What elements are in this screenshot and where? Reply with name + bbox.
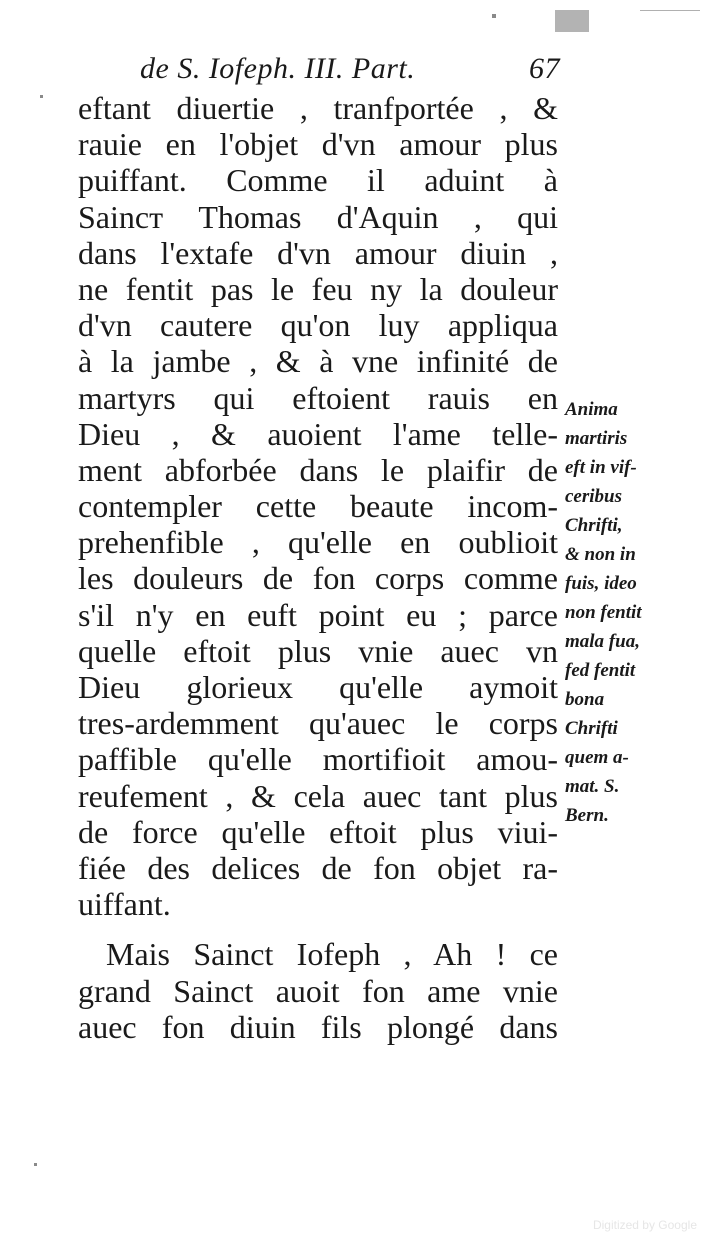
speck-mark bbox=[34, 1163, 37, 1166]
text-line: ment abforbée dans le plaifir de bbox=[78, 451, 558, 488]
text-line: de force qu'elle eftoit plus viui- bbox=[78, 813, 558, 850]
watermark: Digitized by Google bbox=[592, 1218, 697, 1232]
page-number: 67 bbox=[529, 52, 560, 85]
margin-line: bona bbox=[565, 689, 605, 710]
text-line: reufement , & cela auec tant plus bbox=[78, 777, 558, 814]
text-line: Saincт Thomas d'Aquin , qui bbox=[78, 198, 558, 235]
text-line: s'il n'y en euft point eu ; parce bbox=[78, 596, 558, 633]
main-text bbox=[78, 90, 558, 1045]
text-line: Dieu glorieux qu'elle aymoit bbox=[78, 669, 558, 705]
text-line: tres-ardemment qu'auec le corps bbox=[78, 705, 558, 742]
margin-line: Bern. bbox=[565, 805, 609, 826]
top-rule-mark bbox=[640, 10, 700, 11]
speck-mark bbox=[40, 95, 43, 98]
margin-line: mala fua, bbox=[565, 631, 640, 652]
paragraph-gap bbox=[78, 922, 558, 936]
text-line: grand Sainct auoit fon ame vnie bbox=[78, 972, 558, 1009]
text-line: d'vn cautere qu'on luy appliqua bbox=[78, 307, 558, 344]
text-line: Mais Sainct Iofeph , Ah ! ce bbox=[106, 936, 558, 973]
running-header bbox=[140, 52, 560, 92]
margin-line: eft in vif- bbox=[565, 457, 637, 478]
text-line: ne fentit pas le feu ny la douleur bbox=[78, 270, 558, 307]
text-line: martyrs qui eftoient rauis en bbox=[78, 379, 558, 416]
margin-line: quem a- bbox=[565, 747, 629, 768]
margin-line: martiris bbox=[565, 428, 628, 449]
text-line: les douleurs de fon corps comme bbox=[78, 560, 558, 597]
margin-line: fed fentit bbox=[565, 660, 636, 681]
margin-line: mat. S. bbox=[565, 776, 620, 797]
margin-line: Anima bbox=[565, 399, 618, 420]
margin-line: Chrifti bbox=[565, 718, 618, 739]
margin-line: non fentit bbox=[565, 602, 642, 623]
speck-mark bbox=[492, 14, 496, 18]
marginal-citation bbox=[565, 395, 685, 830]
ink-stamp-mark bbox=[555, 10, 589, 32]
margin-line: & non in bbox=[565, 544, 636, 565]
text-line: contempler cette beaute incom- bbox=[78, 488, 558, 525]
text-line: auec fon diuin fils plongé dans bbox=[78, 1008, 558, 1045]
text-line: dans l'extafe d'vn amour diuin , bbox=[78, 234, 558, 271]
margin-line: Chrifti, bbox=[565, 515, 623, 536]
text-line: à la jambe , & à vne infinité de bbox=[78, 343, 558, 380]
margin-line: ceribus bbox=[565, 486, 622, 507]
text-line: rauie en l'objet d'vn amour plus bbox=[78, 126, 558, 163]
text-line: fiée des delices de fon objet ra- bbox=[78, 849, 558, 886]
text-line: eftant diuertie , tranfportée , & bbox=[78, 90, 558, 126]
running-title: de S. Iofeph. III. Part. bbox=[140, 52, 416, 85]
text-line: quelle eftoit plus vnie auec vn bbox=[78, 632, 558, 669]
text-line: Dieu , & auoient l'ame telle- bbox=[78, 415, 558, 452]
text-line: uiffant. bbox=[78, 886, 171, 923]
text-line: puiffant. Comme il aduint à bbox=[78, 162, 558, 199]
text-line: prehenfible , qu'elle en oublioit bbox=[78, 524, 558, 561]
margin-line: fuis, ideo bbox=[565, 573, 637, 594]
text-line: paffible qu'elle mortifioit amou- bbox=[78, 741, 558, 778]
